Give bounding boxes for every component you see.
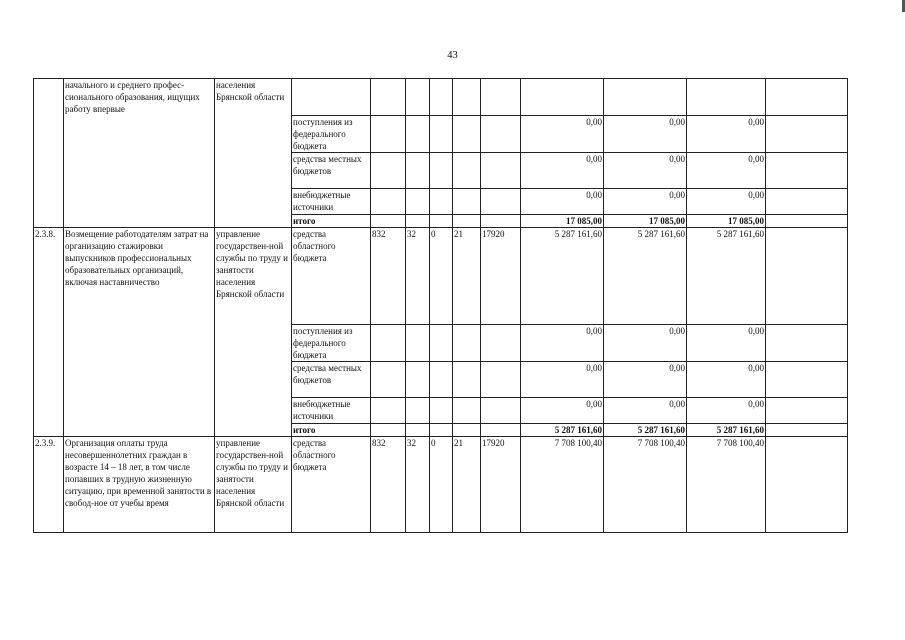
gr-code: [371, 153, 406, 189]
program-code: [453, 189, 481, 215]
funding-source: средства областного бюджета: [292, 228, 371, 325]
table-row: [34, 437, 848, 533]
program-code: [453, 424, 481, 437]
gr-code: [371, 398, 406, 424]
item-number: 2.3.8.: [34, 228, 64, 437]
notes-cell: [766, 79, 848, 116]
amount-year-3: 0,00: [687, 189, 766, 215]
amount-year-2: 0,00: [604, 398, 687, 424]
notes-cell: [766, 189, 848, 215]
amount-year-2: 5 287 161,60: [604, 424, 687, 437]
section-code: [406, 79, 430, 116]
notes-cell: [766, 153, 848, 189]
amount-year-1: 0,00: [521, 398, 604, 424]
item-executor: управление государствен-ной службы по труду и занятости населения Брянской области: [215, 437, 292, 533]
section-code: [406, 116, 430, 153]
amount-year-1: 0,00: [521, 362, 604, 398]
program-code: [453, 153, 481, 189]
notes-cell: [766, 325, 848, 362]
subsection-code: 0: [430, 228, 453, 325]
funding-source: поступления из федерального бюджета: [292, 325, 371, 362]
amount-year-2: 0,00: [604, 116, 687, 153]
amount-year-1: 5 287 161,60: [521, 228, 604, 325]
item-title: начального и среднего профес-сионального образования, ищущих работу впервые: [64, 79, 215, 228]
table-row: [34, 79, 848, 116]
gr-code: [371, 325, 406, 362]
amount-year-3: [687, 79, 766, 116]
item-executor: населения Брянской области: [215, 79, 292, 228]
budget-table: [33, 78, 848, 533]
program-code: [453, 325, 481, 362]
direction-code: [481, 116, 521, 153]
direction-code: [481, 189, 521, 215]
gr-code: [371, 215, 406, 228]
item-number: [34, 79, 64, 228]
program-code: 21: [453, 437, 481, 533]
funding-source: средства местных бюджетов: [292, 153, 371, 189]
amount-year-3: 5 287 161,60: [687, 424, 766, 437]
section-code: 32: [406, 437, 430, 533]
subsection-code: 0: [430, 437, 453, 533]
direction-code: [481, 424, 521, 437]
item-executor: управление государствен-ной службы по труду и занятости населения Брянской области: [215, 228, 292, 437]
amount-year-3: 0,00: [687, 362, 766, 398]
notes-cell: [766, 398, 848, 424]
gr-code: [371, 116, 406, 153]
amount-year-1: 0,00: [521, 325, 604, 362]
amount-year-1: 7 708 100,40: [521, 437, 604, 533]
item-number: 2.3.9.: [34, 437, 64, 533]
amount-year-1: 0,00: [521, 116, 604, 153]
gr-code: 832: [371, 437, 406, 533]
program-code: [453, 215, 481, 228]
amount-year-2: 0,00: [604, 189, 687, 215]
amount-year-2: [604, 79, 687, 116]
funding-source: средства местных бюджетов: [292, 362, 371, 398]
amount-year-3: 0,00: [687, 398, 766, 424]
subsection-code: [430, 189, 453, 215]
section-code: [406, 215, 430, 228]
amount-year-3: 0,00: [687, 116, 766, 153]
direction-code: 17920: [481, 228, 521, 325]
section-code: [406, 362, 430, 398]
gr-code: [371, 362, 406, 398]
section-code: [406, 325, 430, 362]
amount-year-2: 0,00: [604, 325, 687, 362]
program-code: [453, 79, 481, 116]
item-title: Организация оплаты труда несовершеннолетних граждан в возрасте 14 – 18 лет, в том числе попавших в трудную жизненную ситуацию, при временной занятости в свобод-ное от учебы время: [64, 437, 215, 533]
subsection-code: [430, 153, 453, 189]
amount-year-1: 0,00: [521, 189, 604, 215]
direction-code: [481, 325, 521, 362]
amount-year-2: 5 287 161,60: [604, 228, 687, 325]
funding-source: средства областного бюджета: [292, 437, 371, 533]
direction-code: 17920: [481, 437, 521, 533]
funding-source: внебюджетные источники: [292, 398, 371, 424]
section-code: [406, 424, 430, 437]
subsection-code: [430, 215, 453, 228]
subsection-code: [430, 398, 453, 424]
amount-year-3: 17 085,00: [687, 215, 766, 228]
gr-code: [371, 189, 406, 215]
direction-code: [481, 79, 521, 116]
amount-year-2: 7 708 100,40: [604, 437, 687, 533]
funding-source: поступления из федерального бюджета: [292, 116, 371, 153]
amount-year-1: 17 085,00: [521, 215, 604, 228]
subsection-code: [430, 424, 453, 437]
gr-code: [371, 424, 406, 437]
amount-year-2: 0,00: [604, 153, 687, 189]
amount-year-1: 5 287 161,60: [521, 424, 604, 437]
direction-code: [481, 398, 521, 424]
subsection-code: [430, 79, 453, 116]
gr-code: [371, 79, 406, 116]
section-code: 32: [406, 228, 430, 325]
program-code: 21: [453, 228, 481, 325]
funding-source: итого: [292, 424, 371, 437]
direction-code: [481, 153, 521, 189]
funding-source: [292, 79, 371, 116]
gr-code: 832: [371, 228, 406, 325]
table-row: [34, 228, 848, 325]
notes-cell: [766, 116, 848, 153]
program-code: [453, 362, 481, 398]
section-code: [406, 189, 430, 215]
amount-year-1: 0,00: [521, 153, 604, 189]
funding-source: внебюджетные источники: [292, 189, 371, 215]
amount-year-3: 0,00: [687, 325, 766, 362]
direction-code: [481, 362, 521, 398]
notes-cell: [766, 362, 848, 398]
subsection-code: [430, 325, 453, 362]
amount-year-1: [521, 79, 604, 116]
amount-year-3: 0,00: [687, 153, 766, 189]
page-number: 43: [447, 50, 458, 61]
notes-cell: [766, 424, 848, 437]
funding-source: итого: [292, 215, 371, 228]
subsection-code: [430, 362, 453, 398]
amount-year-3: 7 708 100,40: [687, 437, 766, 533]
item-title: Возмещение работодателям затрат на организацию стажировки выпускников профессиональных образовательных организаций, включая наставничество: [64, 228, 215, 437]
notes-cell: [766, 437, 848, 533]
notes-cell: [766, 215, 848, 228]
direction-code: [481, 215, 521, 228]
program-code: [453, 116, 481, 153]
notes-cell: [766, 228, 848, 325]
program-code: [453, 398, 481, 424]
amount-year-3: 5 287 161,60: [687, 228, 766, 325]
section-code: [406, 398, 430, 424]
amount-year-2: 0,00: [604, 362, 687, 398]
section-code: [406, 153, 430, 189]
subsection-code: [430, 116, 453, 153]
amount-year-2: 17 085,00: [604, 215, 687, 228]
